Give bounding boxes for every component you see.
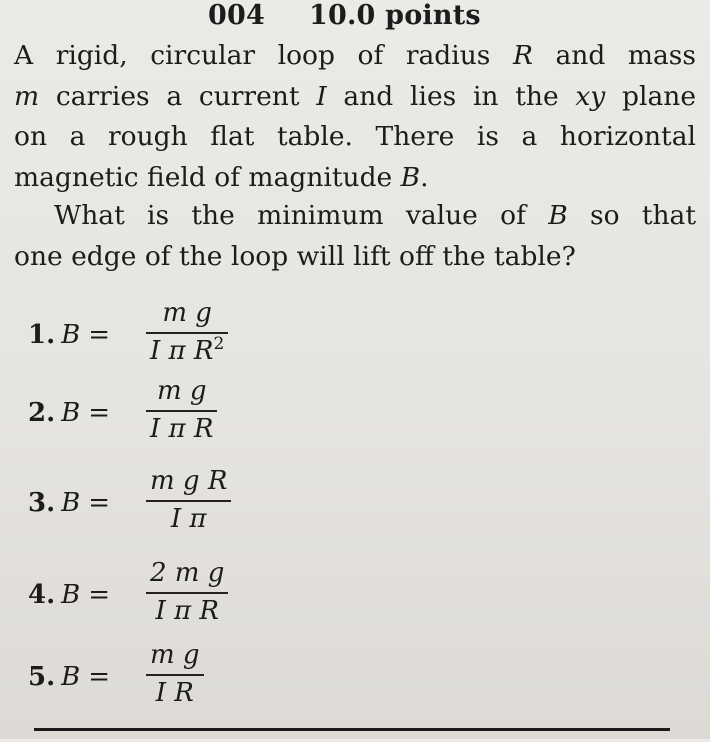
fraction-denominator: I π R <box>155 596 219 626</box>
choice-fraction <box>146 298 228 366</box>
choice-label: 3. <box>28 488 56 518</box>
choice-variable: B <box>61 398 81 428</box>
fraction-numerator: m g <box>156 376 207 406</box>
question-header <box>208 0 481 31</box>
exponent: 2 <box>213 334 225 354</box>
equals-sign: = <box>88 398 111 428</box>
choice-label: 1. <box>28 320 56 350</box>
paragraph-2-line-2: one edge of the loop will lift off the table? <box>14 240 576 272</box>
paragraph-1-line-4: magnetic field of magnitude B. <box>14 161 429 193</box>
answer-choice-3[interactable] <box>28 466 328 568</box>
fraction-bar <box>146 500 231 502</box>
choice-variable: B <box>61 488 81 518</box>
paragraph-1-line-2: m carries a current I and lies in the xy plane <box>14 80 696 112</box>
choice-label: 2. <box>28 398 56 428</box>
choice-label: 4. <box>28 580 56 610</box>
choice-label: 5. <box>28 662 56 692</box>
equals-sign: = <box>88 580 111 610</box>
choice-fraction <box>146 376 217 444</box>
question-number: 004 <box>208 0 265 31</box>
choice-variable: B <box>61 580 81 610</box>
fraction-numerator: m g <box>162 298 212 328</box>
choice-fraction <box>146 558 228 626</box>
equals-sign: = <box>88 662 111 692</box>
fraction-bar <box>146 674 204 676</box>
equals-sign: = <box>88 320 111 350</box>
fraction-numerator: 2 m g <box>150 558 225 588</box>
bottom-divider <box>34 728 670 731</box>
fraction-denominator: I π <box>170 504 207 534</box>
choice-fraction <box>146 466 231 534</box>
paragraph-1-line-3: on a rough flat table. There is a horizontal <box>14 121 696 152</box>
choice-variable: B <box>61 320 81 350</box>
fraction-denominator: I π R <box>150 414 214 444</box>
fraction-numerator: m g R <box>150 466 228 496</box>
question-paragraph-2 <box>14 196 696 277</box>
paragraph-2-line-1: What is the minimum value of B so that <box>54 200 696 231</box>
question-paragraph-1 <box>14 36 696 198</box>
equals-sign: = <box>88 488 111 518</box>
fraction-denominator: I R <box>155 678 194 708</box>
fraction-bar <box>146 592 228 594</box>
question-points: 10.0 points <box>308 0 481 31</box>
fraction-denominator: I π $R^2$ <box>150 334 225 366</box>
fraction-numerator: m g <box>150 640 200 670</box>
choice-fraction <box>146 640 204 708</box>
paragraph-1-line-1: A rigid, circular loop of radius R and mass <box>14 40 696 71</box>
choice-variable: B <box>61 662 81 692</box>
fraction-bar <box>146 410 217 412</box>
